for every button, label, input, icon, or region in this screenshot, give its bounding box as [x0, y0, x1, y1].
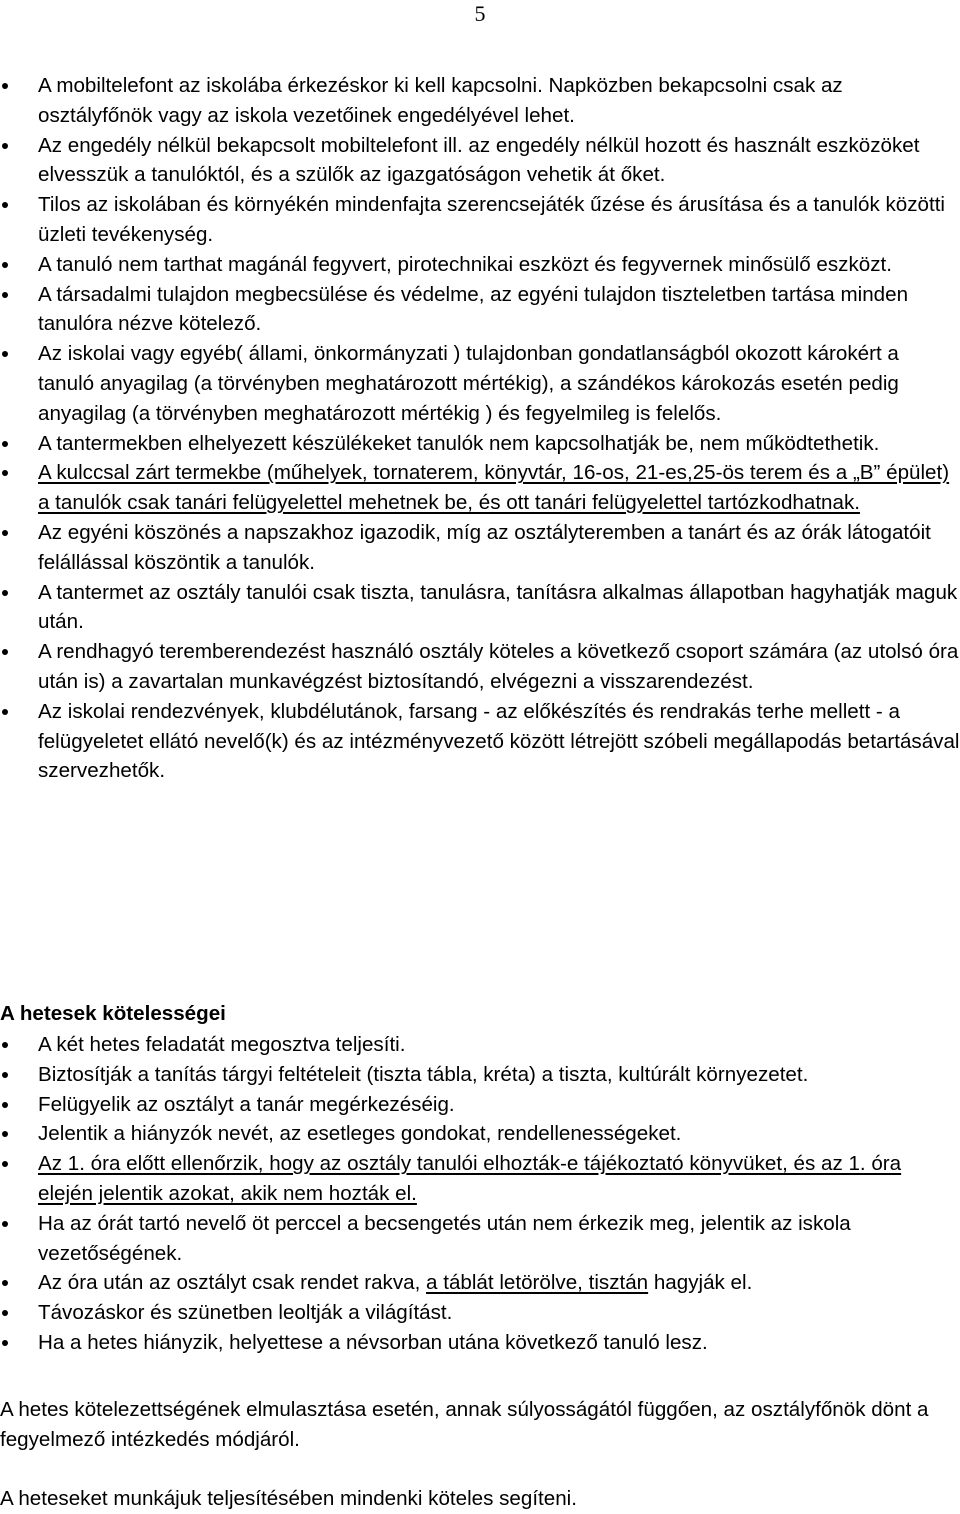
list-item — [0, 1030, 960, 1060]
bullet-icon — [2, 1340, 8, 1346]
underlined-text: a táblát letörölve, tisztán — [426, 1271, 649, 1295]
bullet-icon — [2, 1161, 8, 1167]
underlined-text: A kulccsal zárt termekbe (műhelyek, tornaterem, könyvtár, 16-os, 21-es,25-ös terem és a „B” épület) a tanulók csak tanári felügyelettel mehetnek be, és ott tanári felügyelettel tartózkodhatnak. — [38, 461, 950, 515]
bullet-icon — [2, 1131, 8, 1137]
bullet-icon — [2, 262, 8, 268]
list-item — [0, 1060, 960, 1090]
duties-list — [0, 1030, 960, 1358]
list-item — [0, 71, 960, 131]
underlined-text: Az 1. óra előtt ellenőrzik, hogy az osztály tanulói elhozták-e tájékoztató könyvüket, és az 1. óra elején jelentik azokat, akik nem hozták el. — [38, 1152, 902, 1205]
list-item — [0, 518, 960, 578]
bullet-icon — [2, 649, 8, 655]
bullet-icon — [2, 590, 8, 596]
item-text: Jelentik a hiányzók nevét, az esetleges gondokat, rendellenességeket. — [38, 1122, 682, 1146]
item-text: Ha a hetes hiányzik, helyettese a névsorban utána következő tanuló lesz. — [38, 1330, 708, 1354]
item-text: Biztosítják a tanítás tárgyi feltételeit (tiszta tábla, kréta) a tiszta, kultúrált környezetet. — [38, 1062, 809, 1086]
list-item — [0, 578, 960, 638]
list-item — [0, 1090, 960, 1120]
item-text: A társadalmi tulajdon megbecsülése és védelme, az egyéni tulajdon tiszteletben tartása minden tanulóra nézve kötelező. — [38, 282, 909, 336]
bullet-icon — [2, 1221, 8, 1227]
bullet-icon — [2, 1042, 8, 1048]
bullet-icon — [2, 530, 8, 536]
list-item — [0, 1298, 960, 1328]
bullet-icon — [2, 1310, 8, 1316]
item-text: A rendhagyó teremberendezést használó osztály köteles a következő csoport számára (az utolsó óra után is) a zavartalan munkavégzést biztosítandó, elvégezni a visszarendezést. — [38, 640, 959, 693]
item-text: A tanuló nem tarthat magánál fegyvert, pirotechnikai eszközt és fegyvernek minősülő eszközt. — [38, 252, 892, 276]
list-item — [0, 429, 960, 459]
bullet-icon — [2, 1280, 8, 1286]
item-text: Az iskolai vagy egyéb( állami, önkormányzati ) tulajdonban gondatlanságból okozott károkért a tanuló anyagilag (a törvényben meghatározott mértékig), a szándékos károkozás esetén pedig anyagilag (a törvényben meghatározott mértékig ) és fegyelmileg is felelős. — [38, 342, 899, 425]
list-item — [0, 1268, 960, 1298]
item-text: A két hetes feladatát megosztva teljesíti. — [38, 1033, 406, 1056]
list-item — [0, 697, 960, 786]
item-text: Távozáskor és szünetben leoltják a világítást. — [38, 1301, 453, 1325]
bullet-icon — [2, 202, 8, 208]
bullet-icon — [2, 292, 8, 298]
item-text: Felügyelik az osztályt a tanár megérkezéséig. — [38, 1092, 455, 1116]
bullet-icon — [2, 1102, 8, 1108]
closing-paragraph: A hetes kötelezettségének elmulasztása esetén, annak súlyosságától függően, az osztályfőnök dönt a fegyelmező intézkedés módjáról. — [0, 1398, 929, 1451]
item-text: Az engedély nélkül bekapcsolt mobiltelefont ill. az engedély nélkül hozott és használt eszközöket elvesszük a tanulóktól, és a szülők az igazgatóságon vehetik át őket. — [38, 133, 920, 187]
item-text: A tantermet az osztály tanulói csak tiszta, tanulásra, tanításra alkalmas állapotban hagyhatják maguk után. — [38, 580, 958, 634]
list-item — [0, 637, 960, 697]
list-item — [0, 190, 960, 250]
list-item — [0, 1149, 960, 1209]
bullet-icon — [2, 143, 8, 149]
bullet-icon — [2, 1072, 8, 1078]
list-item — [0, 250, 960, 280]
item-text: Tilos az iskolában és környékén mindenfajta szerencsejáték űzése és árusítása és a tanulók közötti üzleti tevékenység. — [38, 193, 945, 246]
page-number: 5 — [474, 1, 486, 26]
list-item — [0, 458, 960, 518]
item-text: Az iskolai rendezvények, klubdélutánok, farsang - az előkészítés és rendrakás terhe mellett - a felügyeletet ellátó nevelő(k) és az intézményvezető között létrejött szóbeli megállapodás betartásával szervezhetők. — [38, 699, 960, 783]
item-text: A mobiltelefont az iskolába érkezéskor ki kell kapcsolni. Napközben bekapcsolni csak az osztályfőnök vagy az iskola vezetőinek engedélyével lehet. — [38, 74, 843, 127]
duties-list-container — [0, 1030, 960, 1358]
section-heading: A hetesek kötelességei — [0, 1002, 226, 1025]
rules-list-container — [0, 71, 960, 786]
bullet-icon — [2, 441, 8, 447]
list-item — [0, 1209, 960, 1269]
bullet-icon — [2, 470, 8, 476]
list-item — [0, 1119, 960, 1149]
item-text: Ha az órát tartó nevelő öt perccel a becsengetés után nem érkezik meg, jelentik az iskola vezetőségének. — [38, 1211, 851, 1265]
item-text: Az egyéni köszönés a napszakhoz igazodik, míg az osztályteremben a tanárt és az órák látogatóit felállással köszöntik a tanulók. — [38, 520, 931, 574]
item-text: hagyják el. — [648, 1271, 753, 1295]
bullet-icon — [2, 709, 8, 715]
final-paragraph: A heteseket munkájuk teljesítésében mindenki köteles segíteni. — [0, 1487, 577, 1510]
bullet-icon — [2, 83, 8, 89]
item-text: Az óra után az osztályt csak rendet rakva, — [38, 1271, 427, 1295]
bullet-icon — [2, 351, 8, 357]
list-item — [0, 1328, 960, 1358]
list-item — [0, 280, 960, 340]
rules-list — [0, 71, 960, 786]
item-text: A tantermekben elhelyezett készülékeket tanulók nem kapcsolhatják be, nem működtethetik. — [38, 431, 880, 455]
list-item — [0, 131, 960, 191]
list-item — [0, 339, 960, 428]
